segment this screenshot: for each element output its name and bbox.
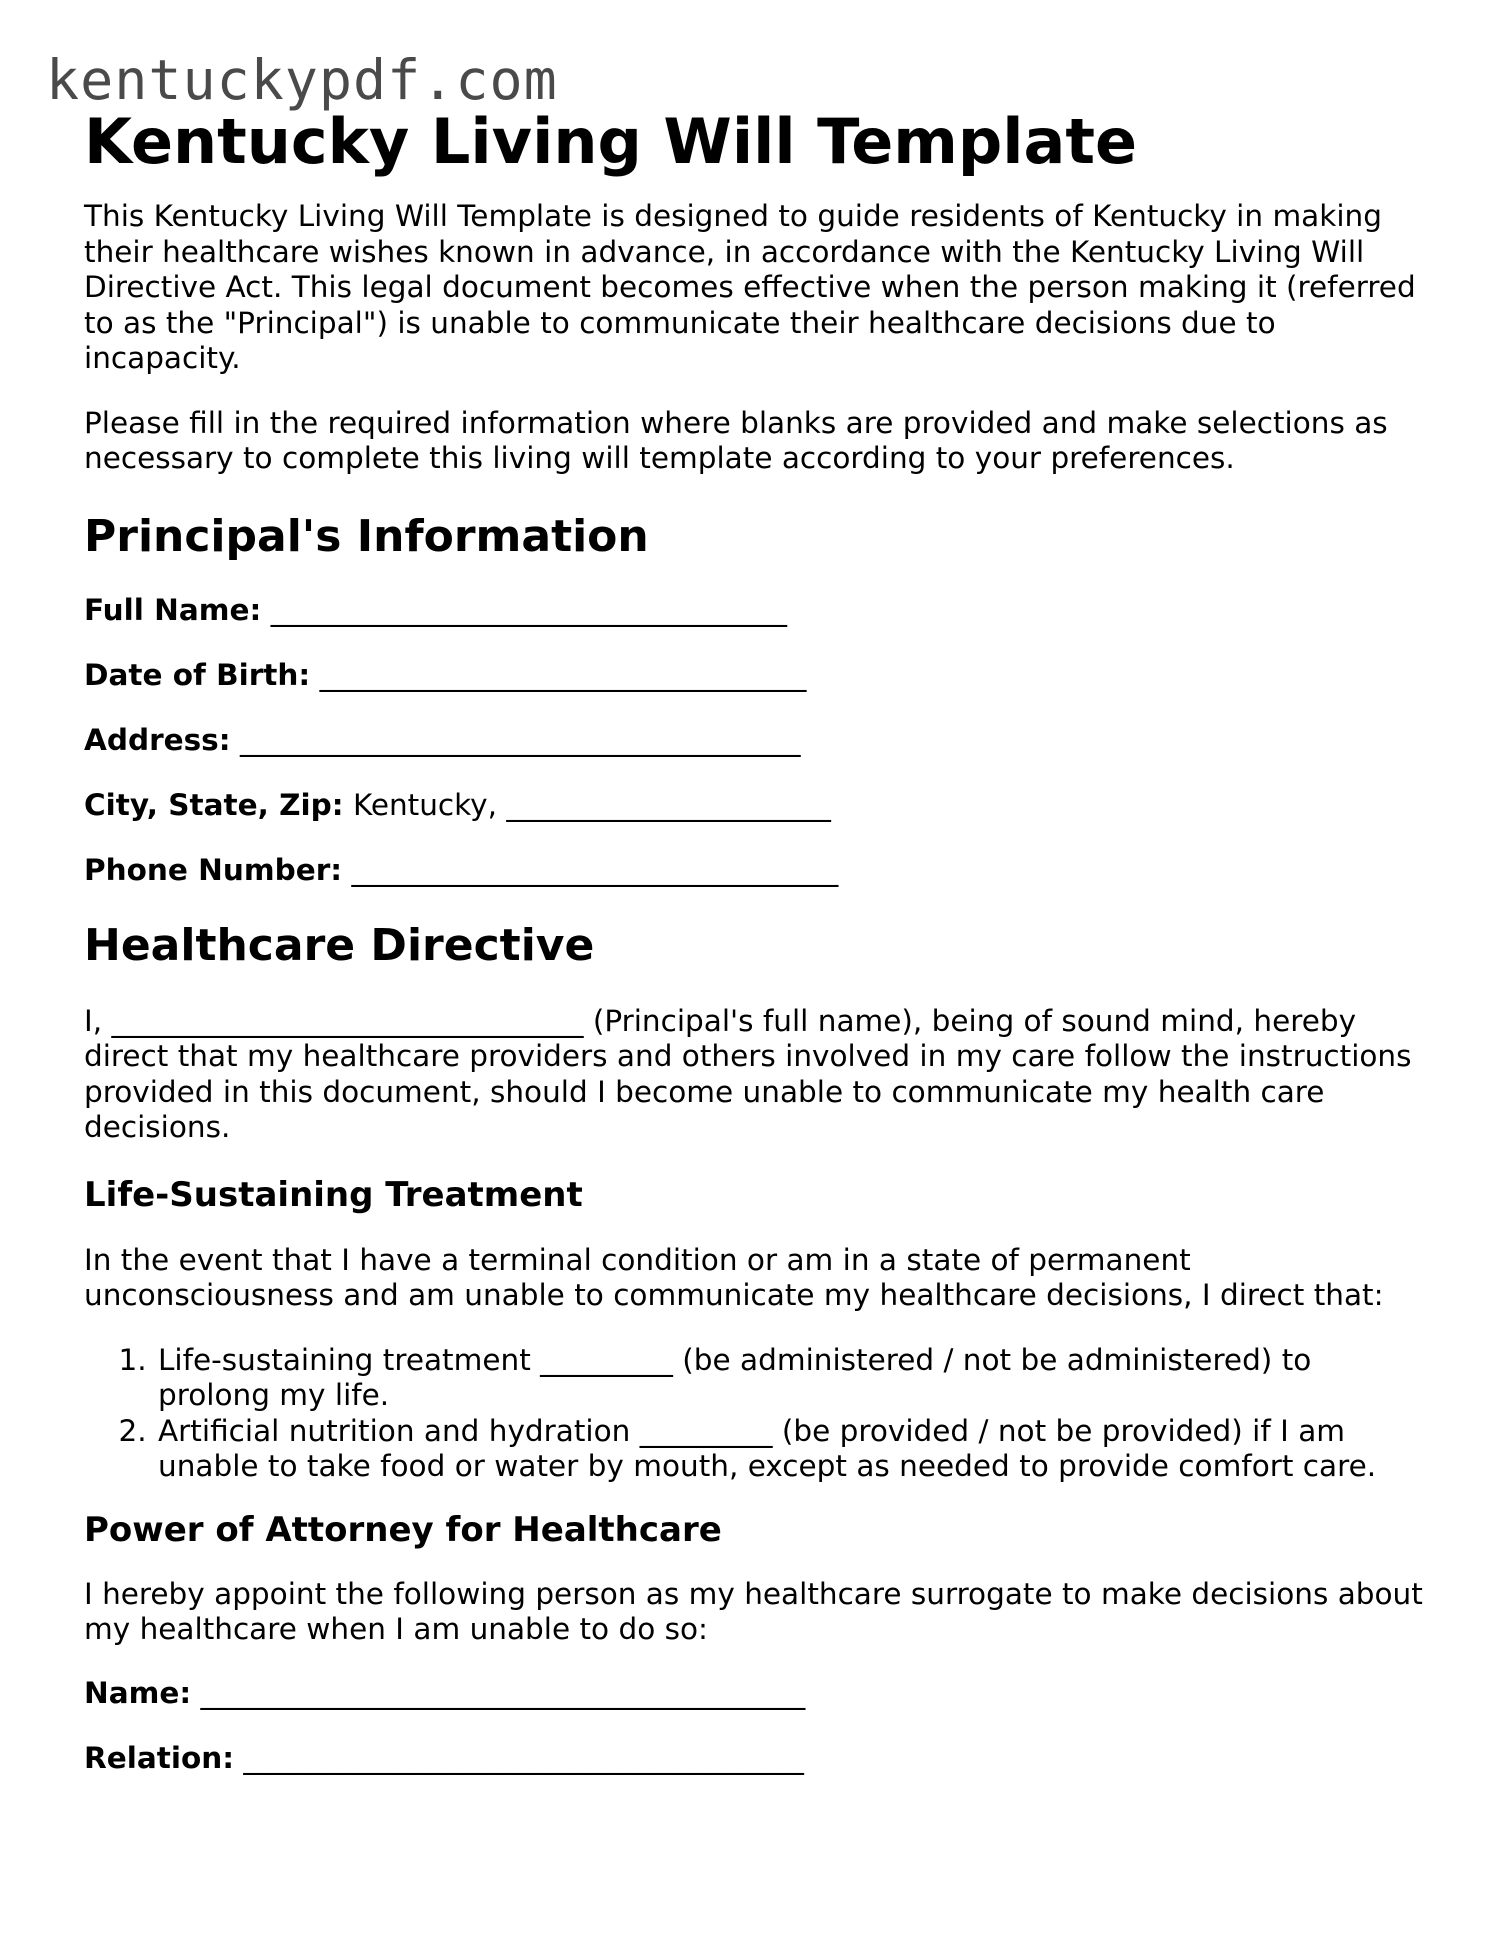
- document-page: [84, 100, 1429, 1776]
- intro-paragraph-1: This Kentucky Living Will Template is designed to guide residents of Kentucky in making their healthcare wishes known in advance, in accordance with the Kentucky Living Will Directive Act. This legal document becomes effective when the person making it (referred to as the "Principal") is unable to communicate their healthcare decisions due to incapacity.: [84, 199, 1416, 375]
- healthcare-directive-text: I, ________________________________ (Principal's full name), being of sound mind, hereby direct that my healthcare providers and others involved in my care follow the instructions provided in this document, should I become unable to communicate my health care decisions.: [84, 1003, 1412, 1144]
- life-sustaining-list: [84, 1343, 1429, 1485]
- list-item: 1. Life-sustaining treatment _________ (be administered / not be administered) to prolong my life.: [156, 1343, 1429, 1414]
- city-state-zip-field[interactable]: [84, 787, 1429, 823]
- healthcare-directive-heading: Healthcare Directive: [84, 919, 595, 971]
- surrogate-name-blank[interactable]: _________________________________________: [200, 1675, 806, 1710]
- surrogate-fields: [84, 1675, 1429, 1776]
- list-item: 2. Artificial nutrition and hydration _________ (be provided / not be provided) if I am unable to take food or water by mouth, except as needed to provide comfort care.: [156, 1414, 1429, 1485]
- city-state-zip-label: City, State, Zip:: [84, 787, 344, 822]
- date-of-birth-blank[interactable]: _________________________________: [319, 657, 807, 692]
- city-state-zip-value[interactable]: Kentucky, ______________________: [352, 787, 831, 822]
- phone-number-field[interactable]: [84, 852, 1429, 888]
- surrogate-relation-label: Relation:: [84, 1740, 235, 1775]
- power-of-attorney-heading: Power of Attorney for Healthcare: [84, 1509, 722, 1550]
- surrogate-name-label: Name:: [84, 1675, 192, 1710]
- principal-info-heading: Principal's Information: [84, 510, 649, 562]
- principal-fields: [84, 592, 1429, 888]
- surrogate-relation-field[interactable]: [84, 1740, 1429, 1776]
- document-title: Kentucky Living Will Template: [84, 105, 1138, 178]
- phone-number-blank[interactable]: _________________________________: [351, 852, 839, 887]
- address-field[interactable]: [84, 722, 1429, 758]
- full-name-label: Full Name:: [84, 592, 262, 627]
- address-blank[interactable]: ______________________________________: [239, 722, 801, 757]
- surrogate-relation-blank[interactable]: ______________________________________: [243, 1740, 804, 1775]
- surrogate-name-field[interactable]: [84, 1675, 1429, 1711]
- power-of-attorney-text: I hereby appoint the following person as my healthcare surrogate to make decisions about my healthcare when I am unable to do so:: [84, 1576, 1423, 1646]
- date-of-birth-label: Date of Birth:: [84, 657, 311, 692]
- full-name-blank[interactable]: ___________________________________: [270, 592, 787, 627]
- life-sustaining-heading: Life-Sustaining Treatment: [84, 1174, 583, 1215]
- life-sustaining-text: In the event that I have a terminal condition or am in a state of permanent unconsciousness and am unable to communicate my healthcare decisions, I direct that:: [84, 1242, 1384, 1312]
- address-label: Address:: [84, 722, 231, 757]
- full-name-field[interactable]: [84, 592, 1429, 628]
- watermark: kentuckypdf.com: [46, 48, 558, 112]
- date-of-birth-field[interactable]: [84, 657, 1429, 693]
- intro-paragraph-2: Please fill in the required information where blanks are provided and make selections as necessary to complete this living will template according to your preferences.: [84, 405, 1388, 475]
- phone-number-label: Phone Number:: [84, 852, 343, 887]
